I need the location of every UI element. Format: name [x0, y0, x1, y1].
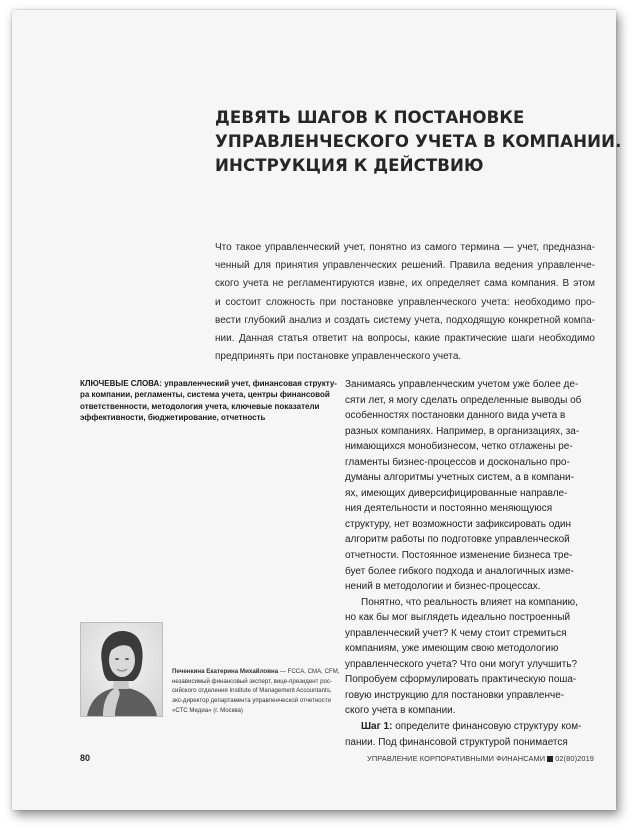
body-line: ния деятельности и постоянно меняющуюся	[345, 503, 553, 515]
lead-line: Что такое управленческий учет, понятно из самого термина — учет, предназна-	[215, 242, 595, 253]
step-1-text: определите финансовую структуру ком-	[392, 721, 582, 733]
page-number: 80	[80, 753, 91, 763]
lead-line: предпринять при постановке управленческого учета.	[215, 351, 462, 363]
body-line: но как бы мог выглядеть идеально построенный	[345, 612, 571, 624]
author-bio	[172, 667, 342, 716]
title-line: УПРАВЛЕНЧЕСКОГО УЧЕТА В КОМПАНИИ.	[215, 132, 622, 151]
magazine-page	[12, 10, 622, 810]
body-line: нимающихся монобизнесом, четко отлажены ре-	[345, 441, 573, 453]
keywords-block	[80, 378, 337, 423]
step-1-label: Шаг 1:	[361, 721, 393, 733]
body-line: ского учета в компании.	[345, 705, 456, 717]
body-line: нений в методологии и бизнес-процессах.	[345, 581, 541, 593]
article-body	[345, 377, 595, 750]
lead-line: вести глубокий анализ и создать систему учета, подходящую конкретной компа-	[215, 314, 595, 326]
body-line: компаниям, уже имеющим свою методологию	[345, 643, 559, 655]
bio-line: независимый финансовый эксперт, вице-президент рос-	[172, 677, 332, 685]
body-line: гламенты бизнес-процессов и досконально про-	[345, 456, 570, 468]
keywords-line: ответственности, методология учета, ключевые показатели	[80, 401, 320, 411]
body-line: управленческого учета? Что они могут улучшить?	[345, 658, 578, 670]
author-credentials: — FCCA, CMA, CFM,	[278, 668, 340, 675]
author-portrait-image	[81, 623, 162, 716]
keywords-line: эффективности, бюджетирование, отчетность	[80, 412, 266, 422]
square-separator-icon	[547, 756, 553, 762]
keywords-line: ра компании, регламенты, система учета, центры финансовой	[80, 390, 330, 400]
lead-line: нии. Данная статья ответит на вопросы, какие практические шаги необходимо	[215, 333, 595, 345]
body-line: структуру, нет возможности зафиксировать один	[345, 518, 572, 530]
journal-name: УПРАВЛЕНИЕ КОРПОРАТИВНЫМИ ФИНАНСАМИ	[367, 754, 546, 763]
body-line: бует более гибкого подхода и аналогичных изме-	[345, 565, 574, 577]
body-line: алгоритм работы по подготовке управленческой	[345, 534, 570, 546]
author-name: Печенкина Екатерина Михайловна	[172, 668, 279, 675]
title-line: ДЕВЯТЬ ШАГОВ К ПОСТАНОВКЕ	[215, 108, 525, 127]
body-line: управленческий учет? К чему стоит стремиться	[345, 627, 567, 639]
journal-footer	[367, 754, 594, 763]
issue-number: 02(80)2019	[555, 754, 594, 763]
bio-line: «СТС Медиа» (г. Москва)	[172, 706, 243, 714]
body-line: разных компаниях. Например, в организациях, за-	[345, 425, 580, 437]
author-photo	[80, 622, 163, 717]
bio-line	[172, 667, 342, 677]
body-line: отчетности. Постоянное изменение бизнеса тре-	[345, 550, 573, 562]
lead-line: ского учета не регламентируются извне, их определяет сама компания. В этом	[215, 278, 595, 290]
keywords-line: КЛЮЧЕВЫЕ СЛОВА: управленческий учет, финансовая структу-	[80, 379, 337, 388]
body-line: думаны алгоритмы учетных систем, а в компани-	[345, 472, 574, 484]
article-lead	[215, 239, 595, 366]
bio-line: экс-директор департамента управленческой отчетности	[172, 697, 331, 705]
body-line: сяти лет, я могу сделать определенные выводы об	[345, 394, 582, 406]
body-line: Попробуем сформулировать практическую поша-	[345, 674, 577, 686]
body-line: Занимаясь управленческим учетом уже более де-	[345, 379, 579, 390]
article-title	[215, 106, 622, 178]
body-line: ях, имеющих диверсифицированные направле-	[345, 487, 568, 499]
lead-line: ченный для принятия управленческих решений. Правила ведения управленче-	[215, 260, 595, 272]
body-line: особенностях постановки данного вида учета в	[345, 410, 566, 422]
bio-line: сийского отделения Institute of Management Accountants,	[172, 687, 332, 695]
title-line: ИНСТРУКЦИЯ К ДЕЙСТВИЮ	[215, 156, 484, 175]
lead-line: и состоит сложность при постановке управленческого учета: необходимо про-	[215, 296, 595, 308]
body-line: пании. Под финансовой структурой понимается	[345, 736, 568, 748]
body-line: Понятно, что реальность влияет на компанию,	[361, 596, 578, 608]
body-line: говую инструкцию для постановки управленче-	[345, 689, 565, 701]
step-1-line	[345, 719, 595, 735]
